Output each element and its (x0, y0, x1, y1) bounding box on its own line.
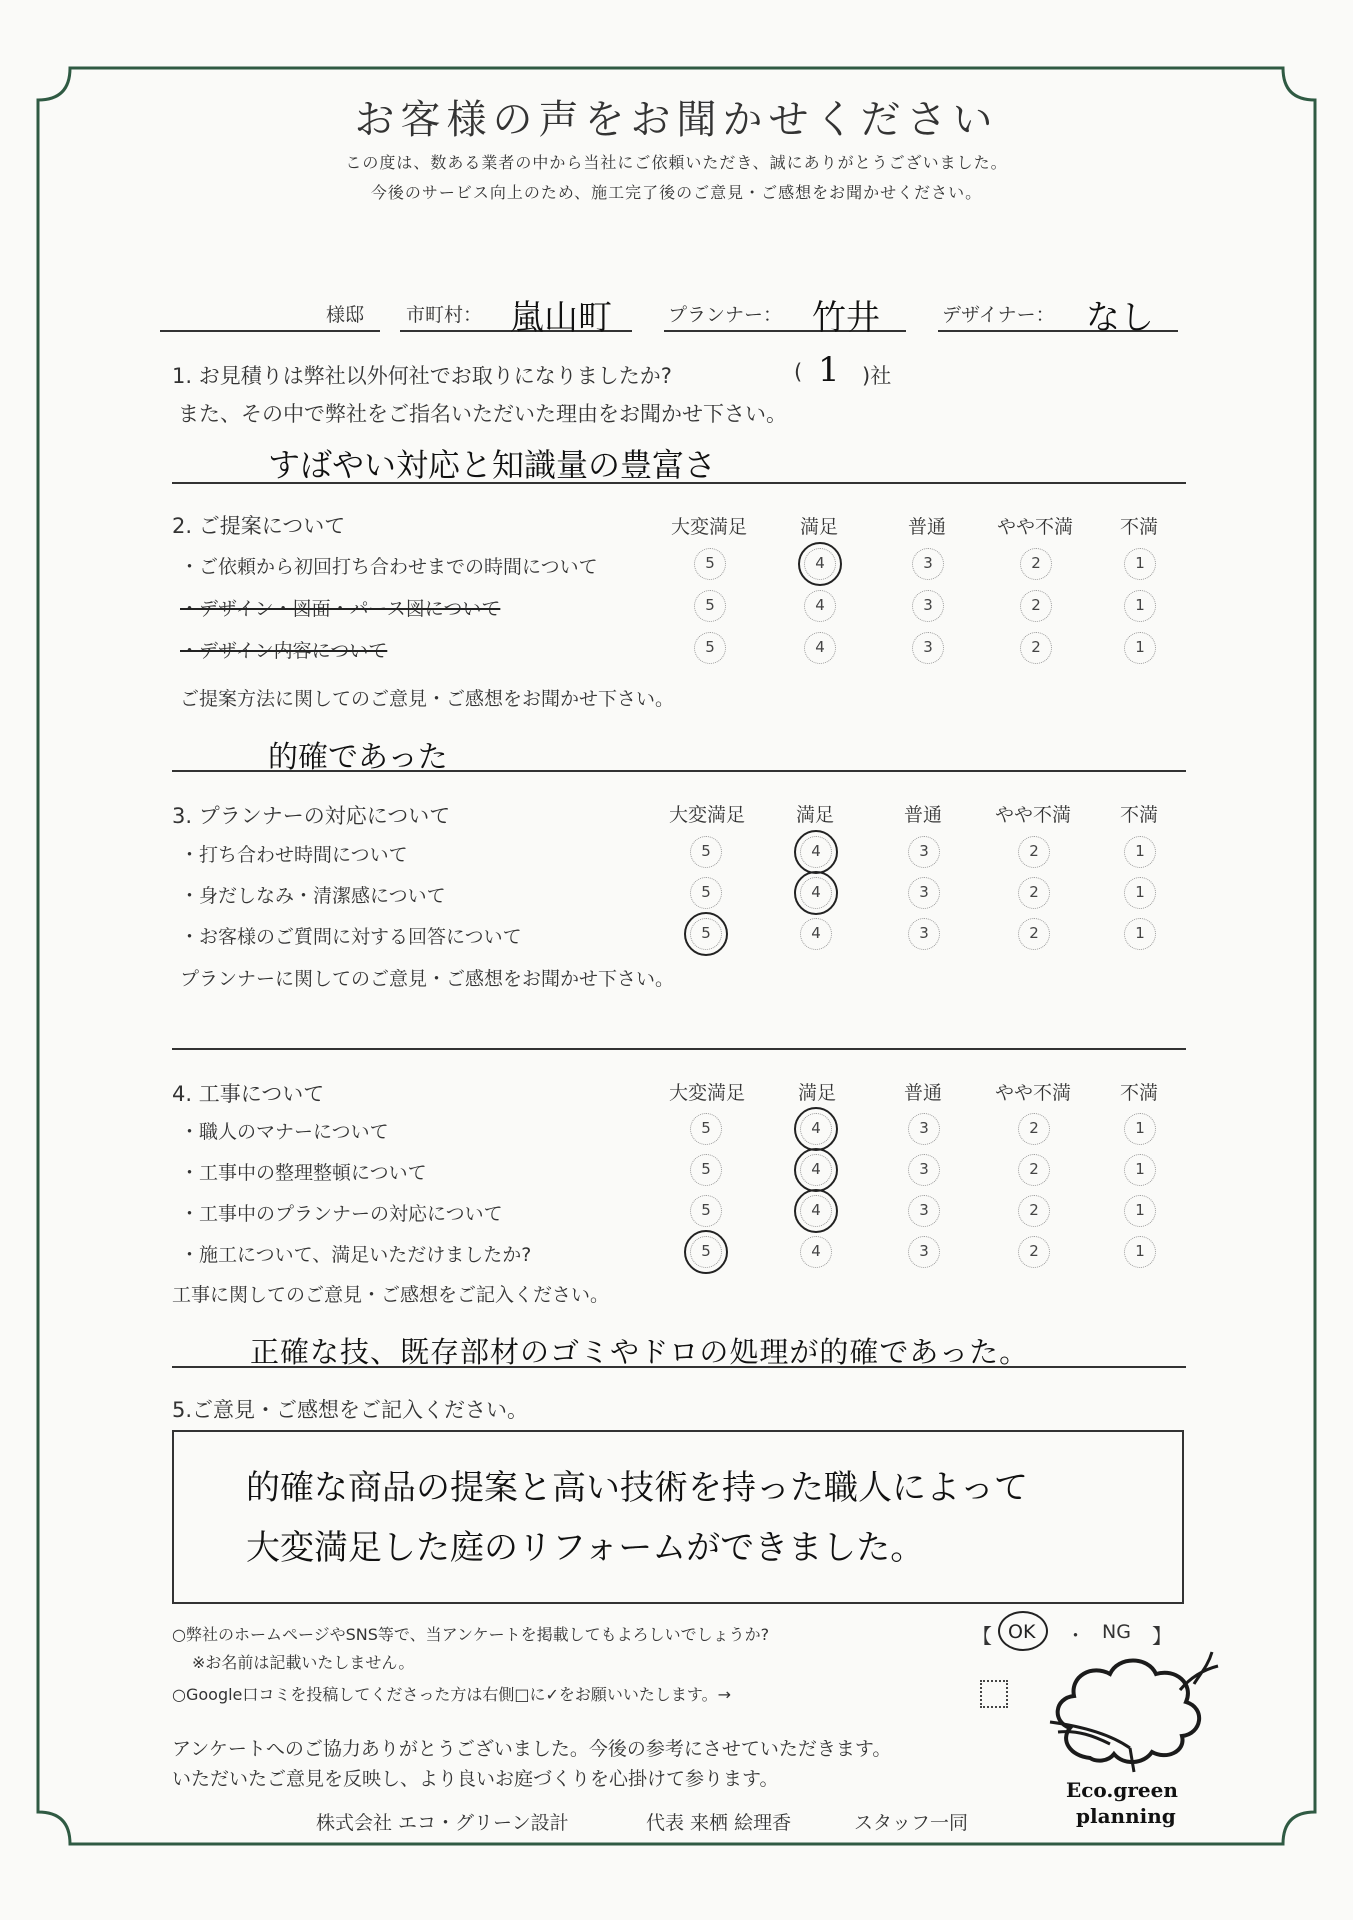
q4-item-4-opt-3[interactable]: 3 (908, 1236, 940, 1268)
q4-item-3-label: ・工事中のプランナーの対応について (180, 1203, 503, 1225)
q3-header-4: 満足 (795, 804, 834, 826)
q3-item-1-opt-2[interactable]: 2 (1018, 836, 1050, 868)
q2-item-2-opt-1[interactable]: 1 (1124, 590, 1156, 622)
q4-item-4-opt-4[interactable]: 4 (800, 1236, 832, 1268)
q4-item-2-opt-5[interactable]: 5 (690, 1154, 722, 1186)
q4-item-1-opt-2[interactable]: 2 (1018, 1113, 1050, 1145)
q3-item-3-label: ・お客様のご質問に対する回答について (180, 926, 522, 948)
publish-question: ○弊社のホームページやSNS等で、当アンケートを掲載してもよろしいでしょうか? (172, 1625, 770, 1644)
q1-answer-line (172, 482, 1186, 484)
q2-header-4: 満足 (799, 516, 838, 538)
q2-header-2: やや不満 (996, 516, 1073, 538)
q2-item-1-opt-1[interactable]: 1 (1124, 548, 1156, 580)
q1-answer: すばやい対応と知識量の豊富さ (268, 446, 717, 484)
intro-line-2: 今後のサービス向上のため、施工完了後のご意見・ご感想をお聞かせください。 (370, 183, 983, 202)
q2-item-1-label: ・ご依頼から初回打ち合わせまでの時間について (180, 556, 598, 578)
intro-line-1: この度は、数ある業者の中から当社にご依頼いただき、誠にありがとうございました。 (345, 153, 1008, 172)
closing-line-1: アンケートへのご協力ありがとうございました。今後の参考にさせていただきます。 (172, 1738, 892, 1760)
house-label: 様邸 (326, 304, 365, 326)
q4-header-3: 普通 (903, 1082, 942, 1104)
q4-item-2-opt-4[interactable]: 4 (800, 1154, 832, 1186)
planner-value: 竹井 (812, 298, 880, 338)
publish-bracket-close: 】 (1152, 1624, 1172, 1648)
q3-header-1: 不満 (1119, 804, 1158, 826)
q3-item-2-opt-2[interactable]: 2 (1018, 877, 1050, 909)
q4-item-2-opt-2[interactable]: 2 (1018, 1154, 1050, 1186)
q3-item-3-opt-1[interactable]: 1 (1124, 918, 1156, 950)
q2-comment-prompt: ご提案方法に関してのご意見・ご感想をお聞かせ下さい。 (180, 688, 675, 710)
q5-answer-line-2: 大変満足した庭のリフォームができました。 (246, 1528, 925, 1568)
q4-item-1-selected-mark (794, 1107, 838, 1151)
q3-item-2-opt-5[interactable]: 5 (690, 877, 722, 909)
q3-item-3-opt-2[interactable]: 2 (1018, 918, 1050, 950)
planner-label: プランナー： (668, 304, 783, 326)
q4-item-2-selected-mark (794, 1148, 838, 1192)
q4-item-3-opt-3[interactable]: 3 (908, 1195, 940, 1227)
q4-item-3-opt-2[interactable]: 2 (1018, 1195, 1050, 1227)
q4-answer: 正確な技、既存部材のゴミやドロの処理が的確であった。 (250, 1335, 1030, 1369)
q4-header-4: 満足 (797, 1082, 836, 1104)
q4-item-1-opt-4[interactable]: 4 (800, 1113, 832, 1145)
q3-item-2-opt-3[interactable]: 3 (908, 877, 940, 909)
q4-title: 4. 工事について (172, 1082, 325, 1106)
city-label: 市町村： (406, 304, 483, 326)
q2-item-2-opt-3[interactable]: 3 (912, 590, 944, 622)
q2-item-1-selected-mark (798, 542, 842, 586)
q4-header-5: 大変満足 (668, 1082, 745, 1104)
q3-item-3-opt-3[interactable]: 3 (908, 918, 940, 950)
q3-answer-line (172, 1048, 1186, 1050)
q2-item-3-opt-5[interactable]: 5 (694, 632, 726, 664)
q2-answer-line (172, 770, 1186, 772)
q4-item-4-selected-mark (684, 1230, 728, 1274)
q3-item-1-opt-4[interactable]: 4 (800, 836, 832, 868)
q4-answer-line (172, 1366, 1186, 1368)
q4-item-2-label: ・工事中の整理整頓について (180, 1162, 427, 1184)
q1-count-value: 1 (818, 350, 840, 390)
footer-staff: スタッフ一同 (854, 1812, 969, 1834)
q2-item-2-opt-5[interactable]: 5 (694, 590, 726, 622)
google-review-checkbox[interactable] (980, 1680, 1008, 1708)
q3-title: 3. プランナーの対応について (172, 804, 451, 828)
closing-line-2: いただいたご意見を反映し、より良いお庭づくりを心掛けて参ります。 (172, 1768, 779, 1790)
q4-item-3-opt-5[interactable]: 5 (690, 1195, 722, 1227)
q3-header-5: 大変満足 (668, 804, 745, 826)
q3-comment-prompt: プランナーに関してのご意見・ご感想をお聞かせ下さい。 (180, 968, 675, 990)
q3-item-1-opt-1[interactable]: 1 (1124, 836, 1156, 868)
designer-label: デザイナー： (942, 304, 1055, 326)
footer-representative: 代表 来栖 絵理香 (646, 1812, 792, 1834)
q4-item-1-opt-1[interactable]: 1 (1124, 1113, 1156, 1145)
q3-item-2-opt-4[interactable]: 4 (800, 877, 832, 909)
q5-title: 5.ご意見・ご感想をご記入ください。 (172, 1398, 529, 1422)
q1-count-open: ( (794, 360, 803, 384)
designer-value: なし (1086, 298, 1154, 338)
q5-answer-box[interactable] (172, 1430, 1184, 1604)
q3-header-2: やや不満 (994, 804, 1071, 826)
q2-item-3-opt-2[interactable]: 2 (1020, 632, 1052, 664)
q2-header-1: 不満 (1119, 516, 1158, 538)
q4-item-2-opt-1[interactable]: 1 (1124, 1154, 1156, 1186)
q1-sub: また、その中で弊社をご指名いただいた理由をお聞かせ下さい。 (178, 402, 787, 426)
publish-ng-option[interactable]: NG (1102, 1621, 1131, 1643)
q2-answer: 的確であった (268, 740, 448, 775)
q4-header-2: やや不満 (994, 1082, 1071, 1104)
q2-header-3: 普通 (907, 516, 946, 538)
logo-text-line-1: Eco.green (1066, 1778, 1178, 1802)
q2-item-2-opt-4[interactable]: 4 (804, 590, 836, 622)
eco-green-tree-logo (1030, 1640, 1230, 1790)
footer-company: 株式会社 エコ・グリーン設計 (316, 1812, 569, 1834)
publish-dot: ・ (1066, 1625, 1086, 1647)
name-underline (160, 330, 380, 332)
q4-item-4-opt-5[interactable]: 5 (690, 1236, 722, 1268)
google-review-text: ○Google口コミを投稿してくださった方は右側□に✓をお願いいたします。→ (172, 1685, 732, 1704)
q2-item-3-opt-4[interactable]: 4 (804, 632, 836, 664)
q3-item-3-selected-mark (684, 912, 728, 956)
logo-text-line-2: planning (1076, 1804, 1176, 1828)
q4-comment-prompt: 工事に関してのご意見・ご感想をご記入ください。 (172, 1284, 610, 1306)
publish-bracket-open: 【 (972, 1624, 992, 1648)
q2-header-5: 大変満足 (670, 516, 747, 538)
q4-item-4-opt-1[interactable]: 1 (1124, 1236, 1156, 1268)
q2-item-2-opt-2[interactable]: 2 (1020, 590, 1052, 622)
q4-item-3-selected-mark (794, 1189, 838, 1233)
q3-item-3-opt-5[interactable]: 5 (690, 918, 722, 950)
q2-item-1-opt-3[interactable]: 3 (912, 548, 944, 580)
q4-item-2-opt-3[interactable]: 3 (908, 1154, 940, 1186)
page-title: お客様の声をお聞かせください (354, 97, 999, 143)
q4-item-3-opt-4[interactable]: 4 (800, 1195, 832, 1227)
q2-item-3-label: ・デザイン内容について (180, 640, 388, 662)
q2-title: 2. ご提案について (172, 514, 346, 538)
city-value: 嵐山町 (510, 298, 612, 338)
q1-question: 1. お見積りは弊社以外何社でお取りになりましたか? (172, 364, 672, 388)
q2-item-3-opt-1[interactable]: 1 (1124, 632, 1156, 664)
q1-count-close: )社 (862, 364, 892, 388)
q2-item-3-opt-3[interactable]: 3 (912, 632, 944, 664)
q3-item-2-label: ・身だしなみ・清潔感について (180, 885, 446, 907)
q4-item-1-label: ・職人のマナーについて (180, 1121, 389, 1143)
q5-answer-line-1: 的確な商品の提案と高い技術を持った職人によって (246, 1468, 1028, 1508)
q4-item-1-opt-5[interactable]: 5 (690, 1113, 722, 1145)
q3-item-2-opt-1[interactable]: 1 (1124, 877, 1156, 909)
q3-item-1-selected-mark (794, 830, 838, 874)
q3-item-1-opt-3[interactable]: 3 (908, 836, 940, 868)
q2-item-1-opt-2[interactable]: 2 (1020, 548, 1052, 580)
q4-item-4-opt-2[interactable]: 2 (1018, 1236, 1050, 1268)
q4-item-1-opt-3[interactable]: 3 (908, 1113, 940, 1145)
q2-item-2-label: ・デザイン・図面・パース図について (180, 598, 501, 620)
q4-item-3-opt-1[interactable]: 1 (1124, 1195, 1156, 1227)
q3-item-1-opt-5[interactable]: 5 (690, 836, 722, 868)
q3-item-3-opt-4[interactable]: 4 (800, 918, 832, 950)
q2-item-1-opt-5[interactable]: 5 (694, 548, 726, 580)
q3-header-3: 普通 (903, 804, 942, 826)
q4-item-4-label: ・施工について、満足いただけましたか? (180, 1244, 532, 1266)
q4-header-1: 不満 (1119, 1082, 1158, 1104)
q3-item-1-label: ・打ち合わせ時間について (180, 844, 408, 866)
publish-note: ※お名前は記載いたしません。 (192, 1653, 415, 1672)
publish-ok-option[interactable]: OK (1008, 1621, 1036, 1643)
q3-item-2-selected-mark (794, 871, 838, 915)
q2-item-1-opt-4[interactable]: 4 (804, 548, 836, 580)
